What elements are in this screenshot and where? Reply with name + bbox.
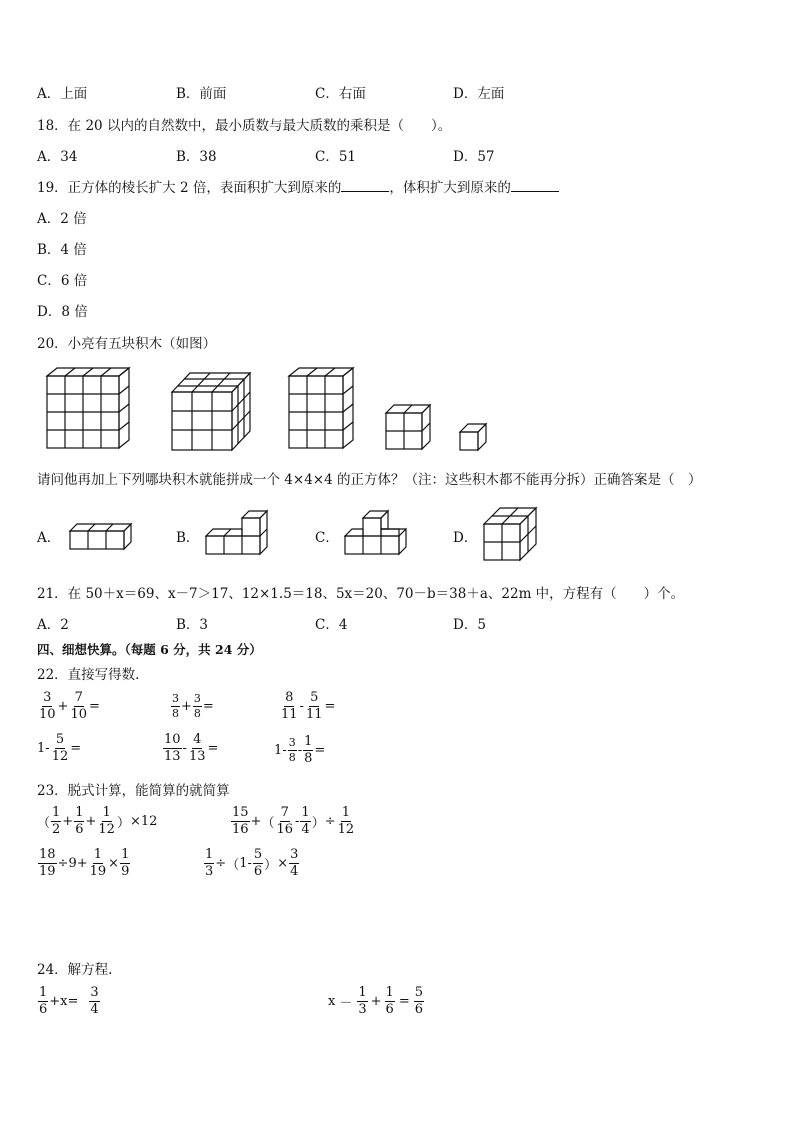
q22-expr-1: $\frac{3}{10}$ + $\frac{7}{10}$ = [39, 690, 100, 722]
option-b-block [206, 511, 267, 554]
q18-option-b: B．38 [176, 149, 217, 165]
q20-option-c: C． [315, 530, 339, 546]
q18-option-c: C．51 [315, 149, 357, 165]
q18-text: 18．在 20 以内的自然数中，最小质数与最大质数的乘积是（ ）。 [37, 118, 452, 134]
q21-option-a: A．2 [37, 617, 69, 633]
q20-question: 请问他再加上下列哪块积木就能拼成一个 4×4×4 的正方体？（注：这些积木都不能再分拆）正确答案是（ ） [37, 472, 702, 488]
q21-option-c: C．4 [315, 617, 348, 633]
q20-option-d: D． [453, 530, 478, 546]
q24-equation-2: x － $\frac{1}{3}$ + $\frac{1}{6}$ = $\frac{5}{6}$ [328, 985, 424, 1017]
q24-text: 24．解方程. [37, 962, 113, 978]
q23-expr-1: （ $\frac{1}{2}$ + $\frac{1}{6}$ + $\frac{1}{12}$ ） ×12 [37, 805, 158, 837]
q23-expr-3: $\frac{18}{19}$ ÷9 + $\frac{1}{19}$ × $\frac{1}{9}$ [39, 847, 130, 879]
q19-text-a: 19．正方体的棱长扩大 2 倍，表面积扩大到原来的 [37, 180, 342, 196]
q17-option-c: C．右面 [315, 86, 366, 102]
q20-option-a: A． [37, 530, 61, 546]
q20-text: 20．小亮有五块积木（如图） [37, 336, 217, 352]
q19-option-d: D．8 倍 [37, 304, 88, 320]
q17-option-a: A．上面 [37, 86, 88, 102]
option-c-block [345, 511, 406, 554]
q22-expr-3: $\frac{8}{11}$ - $\frac{5}{11}$ = [281, 690, 336, 722]
q21-option-d: D．5 [453, 617, 486, 633]
section-4-title: 四、细想快算。（每题 6 分，共 24 分） [37, 642, 262, 657]
q18-option-a: A．34 [37, 149, 78, 165]
q19-option-b: B．4 倍 [37, 242, 87, 258]
q24-equation-1: $\frac{1}{6}$ +x= $\frac{3}{4}$ [39, 985, 99, 1017]
q18-option-d: D．57 [453, 149, 495, 165]
q19-option-a: A．2 倍 [37, 211, 87, 227]
option-a-block [70, 524, 131, 549]
q22-expr-5: $\frac{10}{13}$ - $\frac{4}{13}$ = [164, 732, 219, 764]
q21-text: 21．在 50＋x＝69、x－7＞17、12×1.5＝18、5x＝20、70－b＝38＋a、22m 中，方程有（ ）个。 [37, 586, 685, 602]
q19-option-c: C．6 倍 [37, 273, 88, 289]
q21-option-b: B．3 [176, 617, 209, 633]
q23-expr-2: $\frac{15}{16}$ + （ $\frac{7}{16}$ - $\frac{1}{4}$ ） ÷ $\frac{1}{12}$ [232, 805, 355, 837]
q17-option-d: D．左面 [453, 86, 505, 102]
q22-expr-2: $\frac{3}{8}$ + $\frac{3}{8}$ = [172, 692, 214, 720]
q22-text: 22．直接写得数. [37, 667, 140, 683]
q22-expr-6: 1 - $\frac{3}{8}$ - $\frac{1}{8}$ = [274, 734, 326, 766]
q23-expr-4: $\frac{1}{3}$ ÷ （ 1 - $\frac{5}{6}$ ） × $\frac{3}{4}$ [205, 847, 299, 879]
q20-option-b: B． [176, 530, 200, 546]
option-d-block [484, 508, 536, 560]
q17-option-b: B．前面 [176, 86, 227, 102]
q22-expr-4: 1 - $\frac{5}{12}$ = [37, 732, 82, 764]
q23-text: 23．脱式计算，能简算的就简算 [37, 783, 230, 799]
q19-text-b: ，体积扩大到原来的 [389, 180, 511, 196]
